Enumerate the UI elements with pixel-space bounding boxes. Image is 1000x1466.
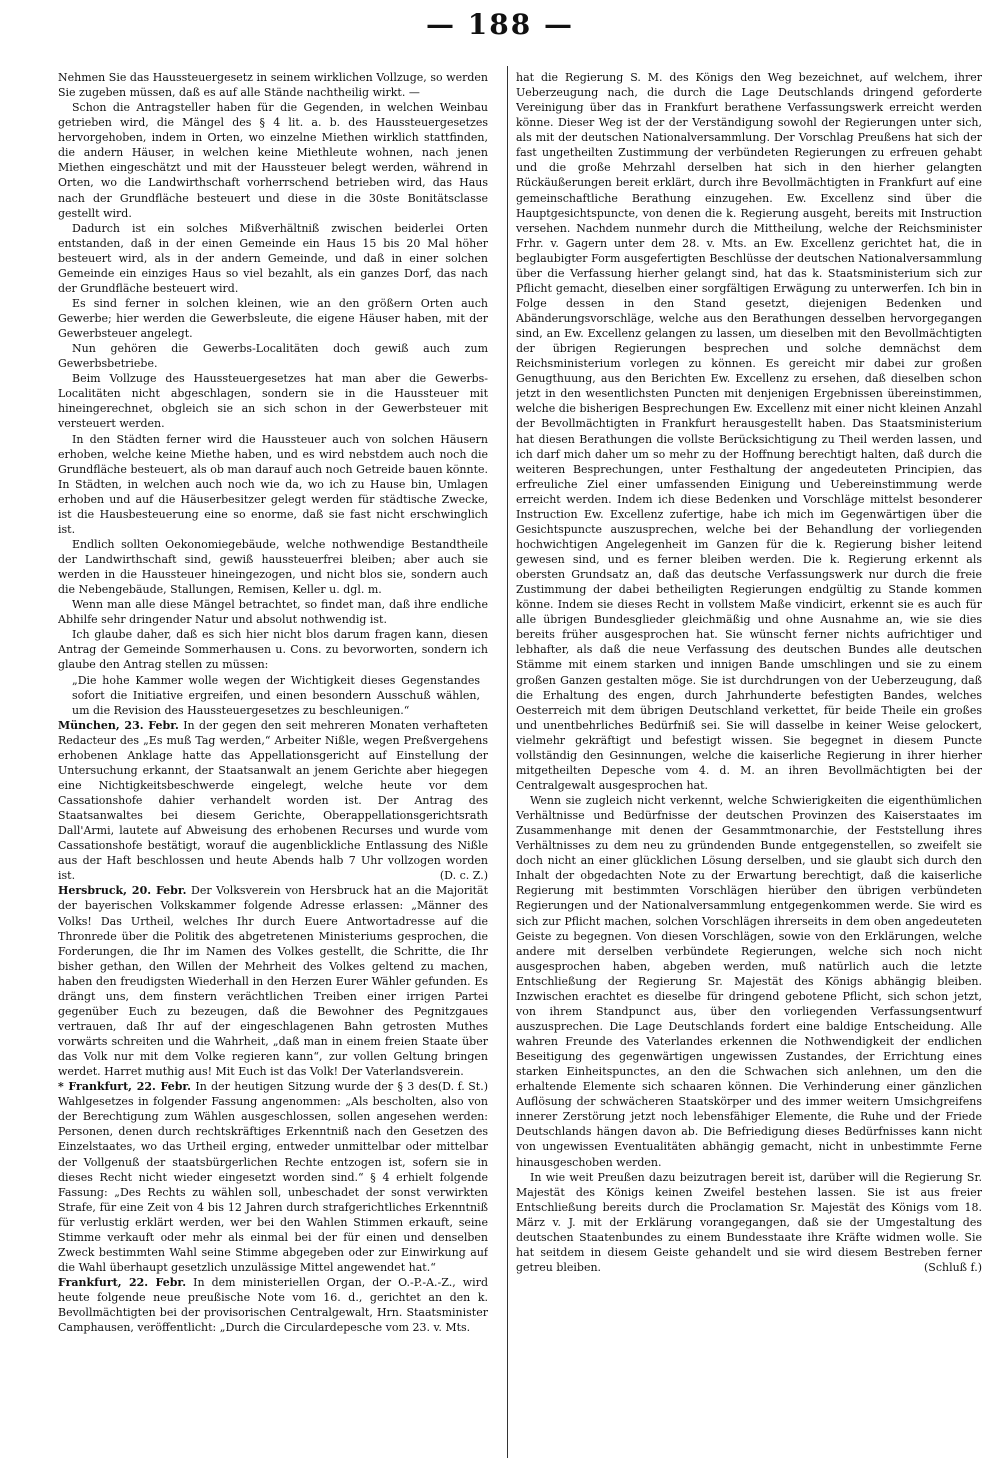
article-paragraph xyxy=(58,70,488,100)
paragraph-text: In der heutigen Sitzung wurde der § 3 des Wahlgesetzes in folgender Fassung angenommen: „Als bescholten, also von der Berechtigung zum Wählen ausgeschlossen, sollen angesehen werden: Personen, denen durch rechtskräftiges Erkenntniß nach den Gesetzen des Einzelstaates, wo das Urtheil erging, entweder unmittelbar oder mittelbar der Vollgenuß der staatsbürgerlichen Rechte entzogen ist, sofern sie in dieses Recht nicht wieder eingesetzt worden sind.“ § 4 erhielt folgende Fassung: „Des Rechts zu wählen soll, unbeschadet der sonst verwirkten Strafe, für eine Zeit von 4 bis 12 Jahren durch strafgerichtliches Erkenntniß für verlustig erklärt werden, wer bei den Wahlen Stimmen erkauft, seine Stimme verkauft oder mehr als einmal bei der für einen und denselben Zweck bestimmten Wahl seine Stimme abgegeben oder zur Einwirkung auf die Wahl überhaupt gesetzlich unzulässige Mittel angewendet hat.“ xyxy=(58,1080,488,1274)
right-column xyxy=(516,70,982,1455)
paragraph-text: Ich glaube daher, daß es sich hier nicht blos darum fragen kann, diesen Antrag der Gemeinde Sommerhausen u. Cons. zu bevorworten, sondern ich glaube den Antrag stellen zu müssen: xyxy=(58,628,488,672)
paragraph-text: Es sind ferner in solchen kleinen, wie an den größern Orten auch Gewerbe; hier werden die Gewerbsleute, die eigene Häuser haben, mit der Gewerbsteuer angelegt. xyxy=(58,296,488,341)
article-paragraph xyxy=(58,597,488,627)
paragraph-text: hat die Regierung S. M. des Königs den Weg bezeichnet, auf welchem, ihrer Ueberzeugung nach, die durch die Lage Deutschlands dringend geforderte Vereinigung über das in Frankfurt berathene Verfassungswerk erreicht werden könne. Dieser Weg ist der der Verständigung sowohl der Regierungen unter sich, als mit der deutschen Nationalversammlung. Der Vorschlag Preußens hat sich der fast ungetheilten Zustimmung der verbündeten Regierungen zu erfreuen gehabt und die große Mehrzahl derselben hat sich in den hierher gelangten Rückäußerungen bereit erklärt, durch ihre Bevollmächtigten in Frankfurt auf eine gemeinschaftliche Berathung einzugehen. Ew. Excellenz sind über die Hauptgesichtspuncte, von denen die k. Regierung ausgeht, bereits mit Instruction versehen. Nachdem nunmehr durch die Mittheilung, welche der Reichsminister Frhr. v. Gagern unter dem 28. v. Mts. an Ew. Excellenz gerichtet hat, die in beglaubigter Form ausgefertigten Beschlüsse der deutschen Nationalversammlung über die Verfassung hierher gelangt sind, hat das k. Staatsministerium sich zur Pflicht gemacht, dieselben einer sorgfältigen Erwägung zu unterwerfen. Ich bin in Folge dessen in den Stand gesetzt, diejenigen Bedenken und Abänderungsvorschläge, welche aus den Berathungen desselben hervorgegangen sind, an Ew. Excellenz gelangen zu lassen, um dieselben mit den Bevollmächtigten der übrigen Regierungen besprechen und solche demnächst dem Reichsministerium vorlegen zu können. Es gereicht mir dabei zur großen Genugthuung, aus den Berichten Ew. Excellenz zu ersehen, daß dieselben schon jetzt in den wesentlichsten Puncten mit denjenigen Ergebnissen übereinstimmen, welche die bisherigen Besprechungen Ew. Excellenz mit einer nicht kleinen Anzahl der Bevollmächtigten in Frankfurt herausgestellt haben. Das Staatsministerium hat diesen Berathungen die vollste Berücksichtigung zu Theil werden lassen, und ich darf mich daher um so mehr zu der Hoffnung berechtigt halten, daß durch die weiteren Besprechungen, unter Festhaltung der angedeuteten Principien, das erfreuliche Ziel einer umfassenden Einigung und Uebereinstimmung werde erreicht werden. Indem ich diese Bedenken und Vorschläge mittelst besonderer Instruction Ew. Excellenz zufertige, habe ich mich im Gegenwärtigen über die Gesichtspuncte auszusprechen, welche bei der Behandlung der vorliegenden hochwichtigen Angelegenheit im Ganzen für die k. Regierung bisher leitend gewesen sind, und es ferner bleiben werden. Die k. Regierung erkennt als obersten Grundsatz an, daß das deutsche Verfassungswerk nur durch die freie Zustimmung der dabei betheiligten Regierungen endgültig zu Stande kommen könne. Indem sie dieses Recht in vollstem Maße vindicirt, erkennt sie es auch für alle übrigen Bundesglieder gleichmäßig und ohne Ausnahme an, wie sie dies bereits früher ausgesprochen hat. Sie wünscht ferner nichts aufrichtiger und lebhafter, als daß die neue Verfassung des deutschen Bundes alle deutschen Stämme mit einem starken und innigen Bande umschlingen und sie zu einem großen Ganzen gestalten möge. Sie ist durchdrungen von der Ueberzeugung, daß die Erhaltung des engen, durch Jahrhunderte befestigten Bandes, welches Oesterreich mit dem übrigen Deutschland verkettet, für beide Theile ein großes und unentbehrliches Bedürfniß sei. Sie will dasselbe in keiner Weise gelockert, vielmehr gekräftigt und befestigt wissen. Sie begegnet in diesem Puncte vollständig den Gesinnungen, welche die kaiserliche Regierung in ihrer hierher mitgetheilten Depesche vom 4. d. M. an ihren Bevollmächtigten bei der Centralgewalt ausgesprochen hat. xyxy=(516,71,982,792)
paragraph-text: Der Volksverein von Hersbruck hat an die Majorität der bayerischen Volkskammer folgende Adresse erlassen: „Männer des Volks! Das Urtheil, welches Ihr durch Euere Antwortadresse auf die Thronrede über die Politik des abgetretenen Ministeriums gesprochen, die Forderungen, die Ihr im Namen des Volkes gestellt, die Schritte, die Ihr bisher gethan, den Willen der Mehrheit des Volkes geltend zu machen, haben den freudigsten Wiederhall in den Herzen Eurer Wähler gefunden. Es drängt uns, dem finstern verächtlichen Treiben einer irrigen Partei gegenüber Euch zu bezeugen, daß die Bewohner des Pegnitzgaues vertrauen, daß Ihr auf der eingeschlagenen Bahn getrosten Muthes vorwärts schreiten und die Wahrheit, „daß man in einem freien Staate über das Volk nur mit dem Volke regieren kann“, zur vollen Geltung bringen werdet. Harret muthig aus! Mit Euch ist das Volk! Der Vaterlandsverein. xyxy=(58,884,488,1079)
article-paragraph xyxy=(58,296,488,341)
article-paragraph xyxy=(516,793,982,1170)
article-paragraph xyxy=(58,627,488,672)
paragraph-text: Wenn man alle diese Mängel betrachtet, so findet man, daß ihre endliche Abhilfe sehr dringender Natur und absolut nothwendig ist. xyxy=(58,598,488,627)
paragraph-text: In der gegen den seit mehreren Monaten verhafteten Redacteur des „Es muß Tag werden,“ Arbeiter Nißle, wegen Preßvergehens erhobenen Anklage hatte das Appellationsgericht auf Einstellung der Untersuchung erkannt, der Staatsanwalt an jenem Gerichte aber hiegegen eine Nichtigkeitsbeschwerde eingelegt, welche heute vor dem Cassationshofe dahier verhandelt worden ist. Der Antrag des Staatsanwaltes bei diesem Gerichte, Oberappellationsgerichtsrath Dall'Armi, lautete auf Abweisung des erhobenen Recurses und wurde vom Cassationshofe bestätigt, worauf die augenblickliche Entlassung des Nißle aus der Haft beschlossen und heute Abends halb 7 Uhr vollzogen worden ist. xyxy=(58,718,488,883)
article-paragraph xyxy=(58,718,488,884)
article-paragraph xyxy=(58,432,488,537)
paragraph-text: Nehmen Sie das Haussteuergesetz in seinem wirklichen Vollzuge, so werden Sie zugeben müssen, daß es auf alle Stände nachtheilig wirkt. — xyxy=(58,71,488,100)
left-column xyxy=(58,70,488,1455)
paragraph-text: Beim Vollzuge des Haussteuergesetzes hat man aber die Gewerbs-Localitäten nicht abgeschlagen, sondern sie in die Haussteuer mit hineingerechnet, obgleich sie an sich schon in der Gewerbsteuer mit versteuert werden. xyxy=(58,372,488,431)
article-paragraph xyxy=(58,100,488,221)
paragraph-text: Endlich sollten Oekonomiegebäude, welche nothwendige Bestandtheile der Landwirthschaft sind, gewiß haussteuerfrei bleiben; aber auch sie werden in die Haussteuer hineingezogen, und nicht blos sie, sondern auch die Nebengebäude, Stallungen, Remisen, Keller u. dgl. m. xyxy=(58,537,488,597)
article-paragraph xyxy=(58,341,488,371)
paragraph-text: Dadurch ist ein solches Mißverhältniß zwischen beiderlei Orten entstanden, daß in der einen Gemeinde ein Haus 15 bis 20 Mal höher besteuert wird, als in der andern Gemeinde, und daß in einer solchen Gemeinde ein einziges Haus so viel bezahlt, als ein ganzes Dorf, das nach der Grundfläche besteuert wird. xyxy=(58,221,488,295)
article-paragraph xyxy=(58,371,488,431)
paragraph-text: Nun gehören die Gewerbs-Localitäten doch gewiß auch zum Gewerbsbetriebe. xyxy=(58,342,488,371)
paragraph-text: Schon die Antragsteller haben für die Gegenden, in welchen Weinbau getrieben wird, die Mängel des § 4 lit. a. b. des Haussteuergesetzes hervorgehoben, indem in Orten, wo einzelne Miethen wirklich stattfinden, die andern Häuser, in welchen keine Miethleute wohnen, nach jenen Miethen eingeschätzt und mit der Haussteuer belegt werden, während in Orten, wo die Landwirthschaft vorherrschend betrieben wird, das Haus nach der Grundfläche besteuert und diese in die 30ste Bonitätsclasse gestellt wird. xyxy=(58,101,488,220)
dateline: Frankfurt, 22. Febr. xyxy=(58,1276,187,1289)
article-paragraph xyxy=(58,1275,488,1335)
article-paragraph xyxy=(58,1079,488,1275)
paragraph-text: In wie weit Preußen dazu beizutragen bereit ist, darüber will die Regierung Sr. Majestät des Königs keinen Zweifel bestehen lassen. Sie ist aus freier Entschließung bereits durch die Proclamation Sr. Majestät des Königs vom 18. März v. J. mit der Erklärung vorangegangen, daß sie der Umgestaltung des deutschen Staatenbundes zu einem Bundesstaate ihre Kräfte widmen wolle. Sie hat seitdem in diesem Geiste gehandelt und sie wird diesem Bestreben ferner getreu bleiben. xyxy=(516,1170,982,1274)
article-paragraph xyxy=(58,537,488,597)
page-number: — 188 — xyxy=(426,8,574,41)
dateline: Hersbruck, 20. Febr. xyxy=(58,884,187,898)
source-note: (D. c. Z.) xyxy=(439,869,488,883)
paragraph-text: Wenn sie zugleich nicht verkennt, welche Schwierigkeiten die eigenthümlichen Verhältnisse und Bedürfnisse der deutschen Provinzen des Kaiserstaates im Zusammenhange mit denen der Gesammtmonarchie, der Feststellung ihres Verhältnisses zu dem neu zu gründenden Bunde entgegenstellen, so zweifelt sie doch nicht an einer glücklichen Lösung derselben, und sie glaubt sich durch den Inhalt der obgedachten Note zu der Erwartung berechtigt, daß die kaiserliche Regierung mit bestimmten Vorschlägen hierüber den übrigen verbündeten Regierungen und der Nationalversammlung entgegenkommen werde. Sie wird es sich zur Pflicht machen, solchen Vorschlägen ihrerseits in dem oben angedeuteten Geiste zu begegnen. Von diesen Vorschlägen, sowie von den Erklärungen, welche andere mit derselben verbündete Regierungen, welche sich noch nicht ausgesprochen haben, abgeben werden, muß natürlich auch die letzte Entschließung der Regierung Sr. Majestät des Königs abhängig bleiben. Inzwischen erachtet es dieselbe für dringend gebotene Pflicht, sich schon jetzt, von ihrem Standpunct aus, über den vorliegenden Verfassungsentwurf auszusprechen. Die Lage Deutschlands fordert eine baldige Entscheidung. Alle wahren Freunde des Vaterlandes erkennen die Nothwendigkeit der endlichen Beseitigung des gegenwärtigen ungewissen Zustandes, der Errichtung eines starken Einheitspunctes, an den die Schwachen sich anlehnen, um den die erhaltende Elemente sich schaaren können. Die Verhinderung einer gänzlichen Auflösung der schwächeren Staatskörper und des immer weitern Umsichgreifens innerer Zerstörung jetzt noch lebensfähiger Elemente, die Ruhe und der Friede Deutschlands hängen davon ab. Die Befriedigung dieses Bedürfnisses kann nicht von ungewissen Eventualitäten abhängig gemacht, nicht in unbestimmte Ferne hinausgeschoben werden. xyxy=(516,794,982,1169)
article-paragraph xyxy=(58,221,488,296)
dateline: * Frankfurt, 22. Febr. xyxy=(58,1080,192,1094)
article-paragraph xyxy=(516,1170,982,1275)
article-paragraph xyxy=(58,673,488,718)
paragraph-text: In dem ministeriellen Organ, der O.-P.-A.-Z., wird heute folgende neue preußische Note vom 16. d., gerichtet an den k. Bevollmächtigten bei der provisorischen Centralgewalt, Hrn. Staatsminister Camphausen, veröffentlicht: „Durch die Circulardepesche vom 23. v. Mts. xyxy=(58,1276,488,1335)
column-divider xyxy=(507,66,508,1458)
paragraph-text: „Die hohe Kammer wolle wegen der Wichtigkeit dieses Gegenstandes sofort die Initiative ergreifen, und einen besondern Ausschuß wählen, um die Revision des Haussteuergesetzes zu beschleunigen.“ xyxy=(72,673,480,717)
article-paragraph xyxy=(516,70,982,793)
source-note: (D. f. St.) xyxy=(437,1080,488,1094)
paragraph-text: In den Städten ferner wird die Haussteuer auch von solchen Häusern erhoben, welche keine Miethe haben, und es wird nebstdem auch noch die Grundfläche besteuert, als ob man darauf auch noch Getreide bauen könnte. In Städten, in welchen auch noch wie da, wo ich zu Hause bin, Umlagen erhoben und auf die Häuserbesitzer gelegt werden für städtische Zwecke, ist die Hausbesteuerung eine so enorme, daß sie fast nicht erschwinglich ist. xyxy=(58,432,488,536)
source-note: (Schluß f.) xyxy=(924,1260,982,1274)
dateline: München, 23. Febr. xyxy=(58,718,179,732)
